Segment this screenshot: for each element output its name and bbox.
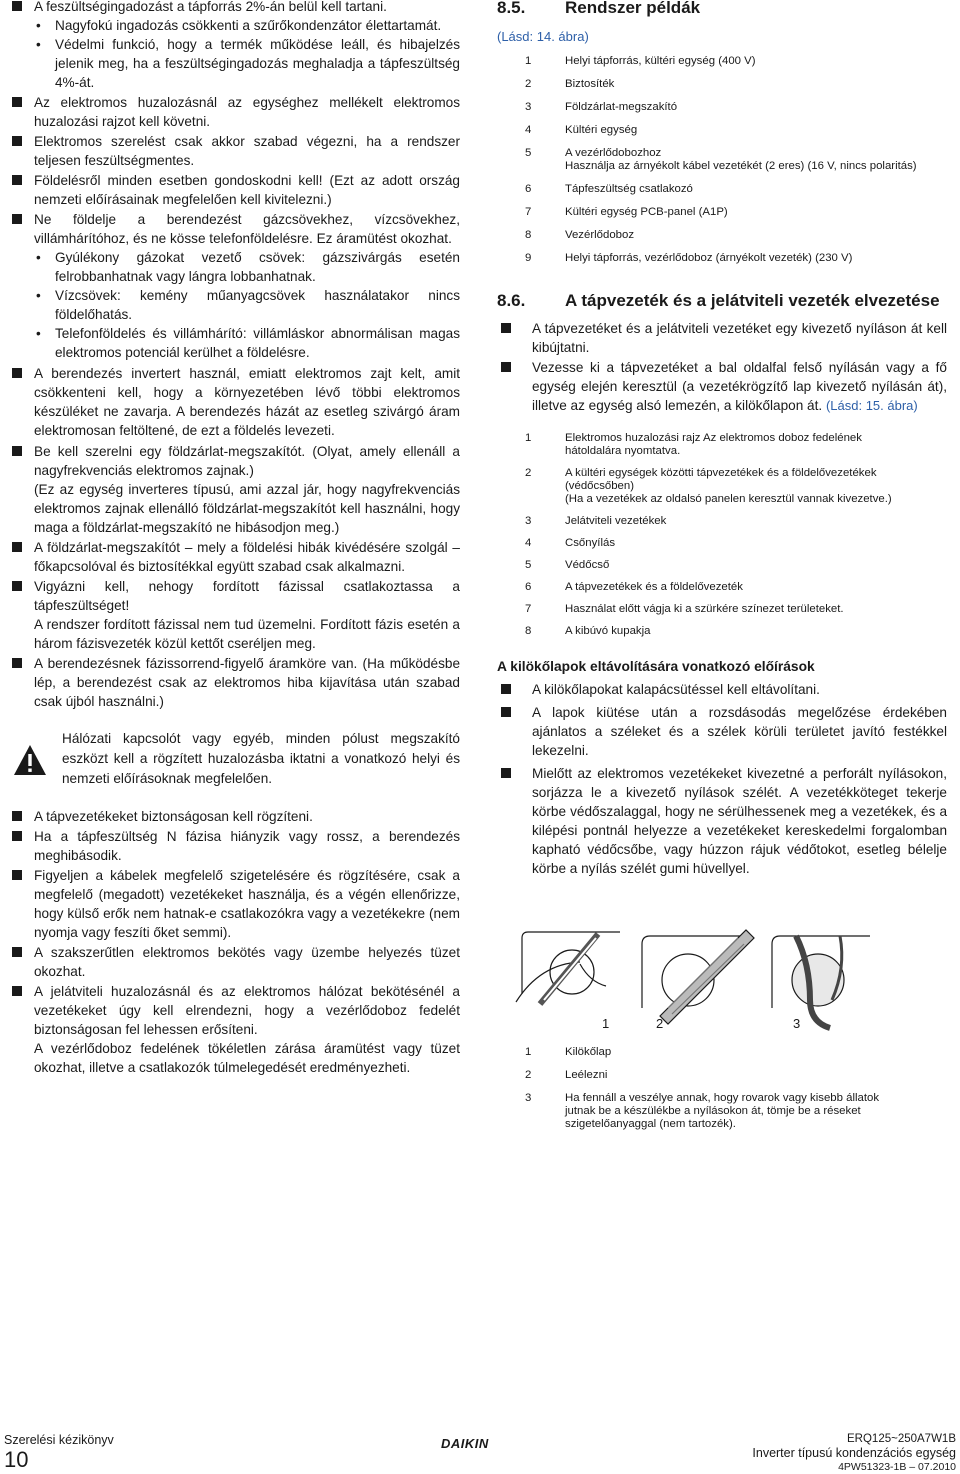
right-column	[497, 0, 947, 878]
section-8-5-heading	[497, 0, 947, 20]
list-item: 3 Ha fennáll a veszélye annak, hogy rovarok vagy kisebb állatok jutnak be a készülékbe a nyílásokon át, tömje be a réseket szigetelőanyaggal (nem tartozék).	[525, 1092, 880, 1130]
list-item: 3 Jelátviteli vezetékek	[525, 515, 667, 527]
list-item: 8 A kibúvó kupakja	[525, 625, 651, 637]
knockout-heading: A kilökőlapok eltávolítására vonatkozó előírások	[497, 659, 815, 674]
bullet-power-off: Elektromos szerelést csak akkor szabad végezni, ha a rendszer teljesen feszültségmentes.	[12, 132, 460, 170]
list-item: 7 Kültéri egység PCB-panel (A1P)	[525, 206, 728, 218]
bullet-reverse-phase: Vigyázni kell, nehogy fordított fázissal csatlakoztassa a tápfeszültséget!	[12, 577, 460, 615]
figure-reference: (Lásd: 14. ábra)	[497, 29, 589, 44]
figure-label: 3	[793, 1016, 801, 1031]
list-item: 8 Vezérlődoboz	[525, 229, 635, 241]
left-column	[12, 0, 460, 1077]
figure-label: 2	[656, 1016, 664, 1031]
dot-item-water-pipes: • Vízcsövek: kemény műanyagcsövek használatakor nincs földelőhatás.	[12, 286, 460, 324]
figure-label: 1	[602, 1016, 610, 1031]
page-footer	[0, 1430, 960, 1474]
list-item: 2 Leélezni	[525, 1069, 608, 1081]
figure-legend	[497, 1046, 947, 1131]
list-item: 1 Helyi tápforrás, kültéri egység (400 V)	[525, 55, 756, 67]
bullet-no-grounding-pipes: Ne földelje a berendezést gázcsövekhez, vízcsövekhez, villámhárítóhoz, és ne kösse telefonföldelésre. Ez áramütést okozhat.	[12, 210, 460, 248]
list-item: 4 Csőnyílás	[525, 537, 616, 549]
list-item: 2 Biztosíték	[525, 78, 615, 90]
warning-text: Hálózati kapcsolót vagy egyéb, minden pólust megszakító eszközt kell a rögzített huzalozásba iktatni a vonatkozó helyi és nemzeti előírásoknak megfelelően.	[62, 731, 460, 786]
bullet-hammer: A kilökőlapokat kalapácsütéssel kell eltávolítani.	[501, 680, 947, 699]
list-item: 1 Elektromos huzalozási rajz Az elektromos doboz fedelének hátoldalára nyomtatva.	[525, 432, 862, 457]
system-example-list	[497, 55, 947, 265]
list-item: 6 A tápvezetékek és a földelővezeték	[525, 581, 743, 593]
bullet-grounding: Földelésről minden esetben gondoskodni kell! (Ezt az adott ország nemzeti előírásainak megfelelően kell kivitelezni.)	[12, 171, 460, 209]
list-item: 9 Helyi tápforrás, vezérlődoboz (árnyékolt vezeték) (230 V)	[525, 252, 853, 264]
list-item: 3 Földzárlat-megszakító	[525, 101, 678, 113]
daikin-logo: DAIKIN	[441, 1436, 489, 1451]
bullet-inverter-noise: A berendezés invertert használ, emiatt elektromos zajt kelt, amit csökkenteni kell, hogy a környezetében lévő többi elektromos készüléket ne zavarja. A berendezés házát az esetleg szivárgó áram elektromosan feltöltené, de ezt a földelés levezeti.	[12, 364, 460, 440]
wiring-route-list	[497, 432, 947, 638]
list-item: 4 Kültéri egység	[525, 124, 638, 136]
bullet-signal-wiring: A jelátviteli huzalozásnál és az elektromos hálózat bekötésénél a vezetékeket úgy kell elrendezni, hogy a vezérlődoboz fedelét biztonságosan fel lehessen erősíteni.	[12, 982, 460, 1039]
section-number: 8.6.	[497, 291, 526, 310]
list-item: 6 Tápfeszültség csatlakozó	[525, 183, 693, 195]
warning-icon	[12, 743, 48, 777]
bullet-route-wires: Vezesse ki a tápvezetéket a bal oldalfal felső nyílásán vagy a fő egység elején keresztül (a vezetékrögzítő lap kivezető nyílásán át), illetve az egység alsó lemezén, a kilökőlapon át. (Lásd: 15. ábra)	[501, 358, 947, 415]
list-item: 5 A vezérlődobozhoz Használja az árnyékolt kábel vezetékét (2 eres) (16 V, nincs polaritás)	[525, 147, 917, 172]
bullet-voltage: A feszültségingadozást a tápforrás 2%-án belül kell tartani.	[12, 0, 460, 16]
bullet-n-phase: Ha a tápfeszültség N fázisa hiányzik vagy rossz, a berendezés meghibásodik.	[12, 827, 460, 865]
section-8-6-heading	[497, 291, 947, 313]
bullet-phase-sequence: A berendezésnek fázissorrend-figyelő áramköre van. (Ha működésbe lép, a berendezést csak az elektromos hiba kijavítása után szabad csak újból használni.)	[12, 654, 460, 711]
page-number: 10	[4, 1447, 29, 1472]
cable-illustration	[772, 936, 870, 1028]
list-item: 1 Kilökőlap	[525, 1046, 612, 1058]
bullet-improper-wiring: A szakszerűtlen elektromos bekötés vagy üzembe helyezés tüzet okozhat.	[12, 943, 460, 981]
dot-item-telephone: • Telefonföldelés és villámhárító: villámláskor abnormálisan magas elektromos potenciál kerülhet a földelésre.	[12, 324, 460, 362]
list-item: 5 Védőcső	[525, 559, 610, 571]
section-title: A tápvezeték és a jelátviteli vezeték elvezetése	[565, 291, 940, 310]
file-tool-illustration	[642, 930, 754, 1024]
list-item: 7 Használat előtt vágja ki a szürkére színezet területeket.	[525, 603, 844, 615]
warning-box	[12, 729, 460, 789]
section-number: 8.5.	[497, 0, 526, 17]
model-number: ERQ125~250A7W1B	[847, 1433, 956, 1445]
document-code: 4PW51323-1B – 07.2010	[838, 1461, 956, 1473]
bullet-earth-leakage: Be kell szerelni egy földzárlat-megszakítót. (Olyat, amely ellenáll a nagyfrekvenciás elektromos zajnak.)	[12, 442, 460, 480]
bullet-insulation: Figyeljen a kábelek megfelelő szigetelésére és rögzítésére, csak a megfelelő (megadott) vezetékeket használja, és a végén ellenőrizze, hogy külső erők nem hatnak-e csatlakozókra vagy a vezetékekre (nem nyomja vagy feszíti őket semmi).	[12, 866, 460, 942]
product-subtitle: Inverter típusú kondenzációs egység	[752, 1446, 956, 1460]
bullet-rust-paint: A lapok kiütése után a rozsdásodás megelőzése érdekében ajánlatos a széleket és a szélek körüli területet javító festékkel lekezelni.	[501, 703, 947, 760]
dot-item-gas-pipes: • Gyúlékony gázokat vezető csövek: gázszivárgás esetén felrobbanhatnak vagy lángra lobbanhatnak.	[12, 248, 460, 286]
dot-item-fluctuation: • Nagyfokú ingadozás csökkenti a szűrőkondenzátor élettartamát.	[12, 16, 460, 35]
para-cover-closing: A vezérlődoboz fedelének tökéletlen zárása áramütést vagy tüzet okozhat, illetve a csatlakozók túlmelegedését eredményezheti.	[34, 1041, 460, 1075]
bullet-wiring-diagram: Az elektromos huzalozásnál az egységhez mellékelt elektromos huzalozási rajzot kell követni.	[12, 93, 460, 131]
dot-item-protection: • Védelmi funkció, hogy a termék működése leáll, és hibajelzés jelenik meg, ha a feszültségingadozás meghaladja a tápfeszültség 4%-át.	[12, 35, 460, 92]
knockout-figure	[510, 924, 950, 1034]
bullet-single-opening: A tápvezetéket és a jelátviteli vezetéket egy kivezető nyíláson át kell kibújtatni.	[501, 319, 947, 357]
knockout-panel-illustration	[516, 932, 620, 1004]
manual-title: Szerelési kézikönyv	[4, 1433, 114, 1447]
section-title: Rendszer példák	[565, 0, 701, 17]
bullet-secure-cables: A tápvezetékeket biztonságosan kell rögzíteni.	[12, 807, 460, 826]
para-reverse-phase: A rendszer fordított fázissal nem tud üzemelni. Fordított fázis esetén a három fázisvezeték közül kettőt cseréljen meg.	[34, 617, 460, 651]
bullet-deburr: Mielőtt az elektromos vezetékeket kivezetné a perforált nyílásokon, sorjázza le a kivezető nyílások szélét. A vezetékköteget tekerje körbe védőszalaggal, hogy ne sérülhessenek meg a vezetékek, és a kilépési pontnál helyezze a vezetékeket kereskedelmi forgalomban kapható védőcsőbe, vagy húzzon rájuk védőtokot, esetleg bélelje körbe a nyílás szélét gumi hüvellyel.	[501, 764, 947, 878]
bullet-breaker-usage: A földzárlat-megszakítót – mely a földelési hibák kivédésére szolgál – főkapcsolóval és biztosítékkal együtt szabad csak alkalmazni.	[12, 538, 460, 576]
figure-reference: (Lásd: 15. ábra)	[825, 398, 918, 413]
para-inverter-type: (Ez az egység inverteres típusú, ami azzal jár, hogy nagyfrekvenciás elektromos zajnak ellenálló földzárlat-megszakítót kell használni, hogy maga a földzárlat-megszakító ne hibásodjon meg.)	[34, 482, 460, 535]
list-item: 2 A kültéri egységek közötti tápvezetékek és a földelővezetékek (védőcsőben) (Ha a vezetékek az oldalsó panelen keresztül vannak kivezetve.)	[525, 467, 892, 505]
